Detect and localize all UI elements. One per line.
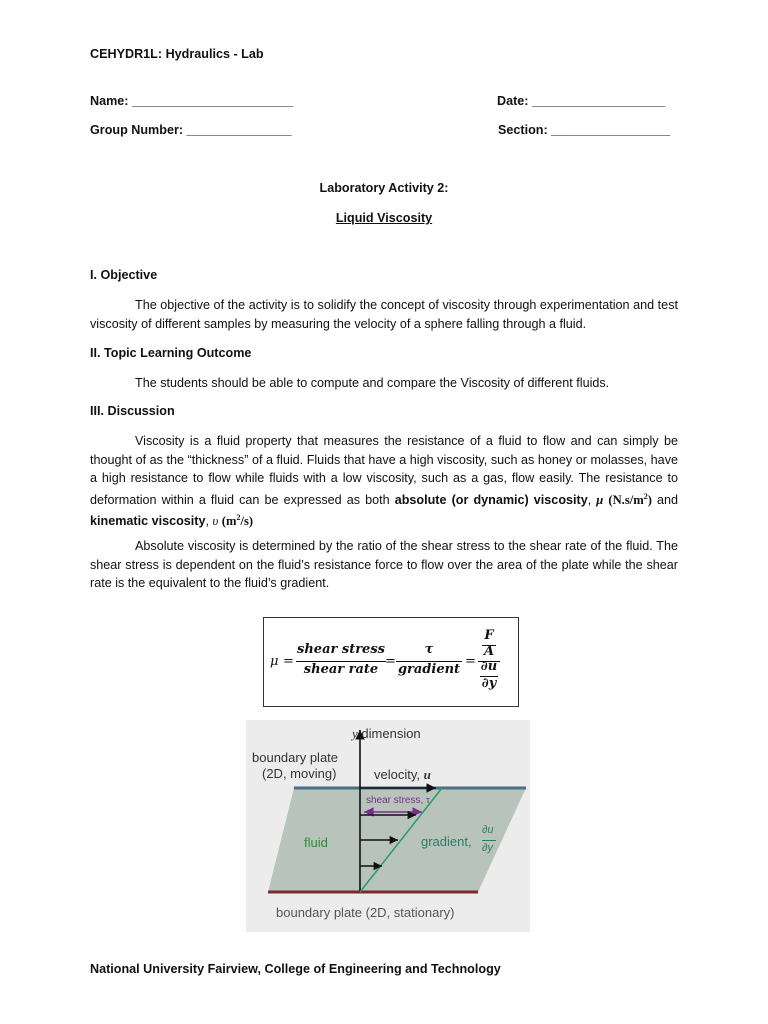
discussion-heading: III. Discussion (90, 404, 175, 418)
formula-denominator-shear-rate: shear rate (303, 662, 379, 677)
viscosity-diagram (246, 720, 530, 932)
formula-A: A (483, 644, 495, 659)
formula-mu: μ (270, 654, 279, 669)
section-field: Section: _________________ (498, 123, 671, 137)
date-field: Date: ___________________ (497, 94, 666, 108)
viscosity-formula-box (263, 617, 519, 707)
outcome-text: The students should be able to compute and compare the Viscosity of different fluids. (135, 376, 610, 390)
bottom-plate-label: boundary plate (2D, stationary) (276, 905, 455, 920)
gradient-label: gradient, (421, 834, 472, 849)
outcome-heading: II. Topic Learning Outcome (90, 346, 252, 360)
velocity-label: velocity, u (374, 767, 431, 782)
kinematic-viscosity-term: kinematic viscosity (90, 514, 206, 529)
formula-du: ∂u (480, 659, 498, 674)
and-word: and (657, 492, 679, 507)
fluid-label: fluid (304, 835, 328, 850)
discussion-paragraph-1: Viscosity is a fluid property that measures the resistance of a fluid to flow and can simply be thought of as the “thickness” of a fluid. Fluids that have a high viscosity, such as honey or molasses, have a high resistance to flow while fluids with a low viscosity, such as a gas, flow easily. The resistance to deformation within a fluid can be expressed as both absolute (or dynamic) viscosity, μ $(N.s/m^2)$ and kinematic viscosity, υ $(m^2/s)$ (90, 434, 679, 529)
formula-equals-1: = (283, 654, 294, 669)
footer-text: National University Fairview, College of Engineering and Technology (90, 962, 501, 976)
gradient-dy: ∂y (482, 842, 493, 854)
discussion-text: Viscosity is a fluid property that measures the resistance of a fluid to flow and can simply be thought of as the “thickness” of a fluid. Fluids that have a high viscosity, such as honey or molasses, have a high resistance to flow while fluids with a low viscosity, such as a gas, flow easily. The resistance to deformation within a fluid can be expressed as both (90, 434, 678, 507)
objective-text: The objective of the activity is to solidify the concept of viscosity through experimentation and test viscosity of different samples by measuring the velocity of a sphere falling through a fluid. (90, 298, 678, 331)
formula-F: F (484, 628, 494, 643)
shear-stress-label: shear stress, τ (366, 795, 431, 806)
gradient-du: ∂u (482, 824, 494, 836)
mu-symbol: μ (596, 492, 604, 507)
name-field: Name: _______________________ (90, 94, 294, 108)
nu-unit: $(m^2/s)$ (221, 513, 254, 529)
discussion-paragraph-2: Absolute viscosity is determined by the ratio of the shear stress to the shear rate of the fluid. The shear stress is dependent on the fluid’s resistance force to flow over the area of the plate while the shear rate is the equivalent to the fluid’s gradient. (90, 539, 678, 590)
formula-numerator-tau: τ (424, 642, 434, 657)
gradient-fraction-bar (482, 840, 496, 841)
formula-denominator-gradient: gradient (397, 662, 461, 677)
formula-equals-3: = (465, 654, 476, 669)
group-number-field: Group Number: _______________ (90, 123, 292, 137)
formula-dy: ∂y (481, 676, 497, 691)
absolute-viscosity-term: absolute (or dynamic) viscosity (394, 492, 588, 507)
course-title: CEHYDR1L: Hydraulics - Lab (90, 47, 264, 61)
objective-heading: I. Objective (90, 268, 158, 282)
formula-numerator-shear-stress: shear stress (297, 642, 385, 657)
formula-equals-2: = (385, 654, 396, 669)
activity-subject: Liquid Viscosity (335, 211, 433, 225)
mu-unit: $(N.s/m^2)$ (608, 491, 652, 507)
nu-symbol: υ (212, 514, 219, 529)
top-plate-label: boundary plate (252, 750, 339, 765)
y-dimension-label: y dimension (352, 726, 421, 741)
activity-title: Laboratory Activity 2: (319, 181, 449, 195)
top-plate-sublabel: (2D, moving) (262, 766, 337, 781)
